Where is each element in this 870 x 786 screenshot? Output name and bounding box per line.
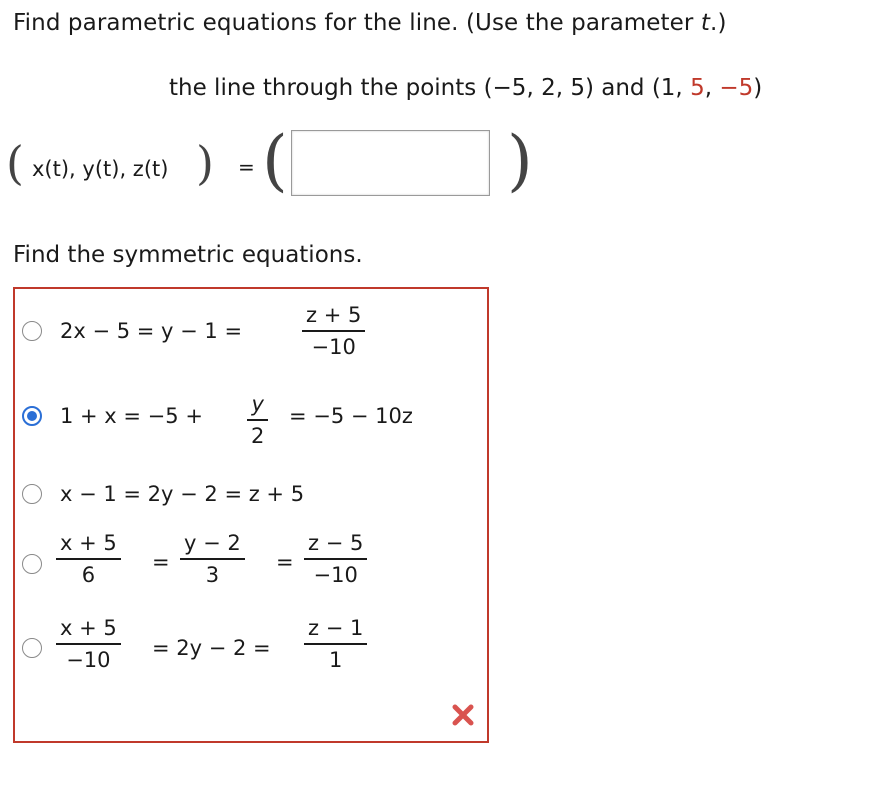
param-lhs: x(t), y(t), z(t) <box>32 157 169 181</box>
option-2-radio[interactable] <box>22 406 42 426</box>
answer-right-paren: ) <box>507 122 533 199</box>
option-4-fraction-x: x + 5 6 <box>56 531 121 587</box>
symmetric-heading: Find the symmetric equations. <box>13 242 363 268</box>
points-statement: the line through the points (−5, 2, 5) and (1, 5, −5) <box>169 75 763 101</box>
option-5-fraction-z: z − 1 1 <box>304 616 367 672</box>
option-3-radio[interactable] <box>22 484 42 504</box>
answer-choices-box <box>13 287 489 743</box>
option-4-equals-2: = <box>276 550 294 574</box>
equals-sign: = <box>238 155 255 179</box>
option-1-radio[interactable] <box>22 321 42 341</box>
option-1-fraction: z + 5 −10 <box>302 303 365 359</box>
left-paren: ( <box>6 136 24 190</box>
answer-left-paren: ( <box>262 122 288 199</box>
option-1-text: 2x − 5 = y − 1 = <box>60 319 243 343</box>
option-5-radio[interactable] <box>22 638 42 658</box>
option-4-equals-1: = <box>152 550 170 574</box>
option-2-text-left: 1 + x = −5 + <box>60 404 203 428</box>
option-4-radio[interactable] <box>22 554 42 574</box>
right-paren: ) <box>196 136 214 190</box>
option-4-fraction-z: z − 5 −10 <box>304 531 367 587</box>
option-2-text-right: = −5 − 10z <box>289 404 413 428</box>
option-4-fraction-y: y − 2 3 <box>180 531 245 587</box>
option-3-text: x − 1 = 2y − 2 = z + 5 <box>60 482 305 506</box>
question-title: Find parametric equations for the line. (Use the parameter t.) <box>13 10 727 36</box>
incorrect-x-icon <box>451 703 475 727</box>
option-2-fraction: y 2 <box>247 392 268 448</box>
parametric-answer-input[interactable] <box>291 130 490 196</box>
option-5-text-mid: = 2y − 2 = <box>152 636 271 660</box>
option-5-fraction-x: x + 5 −10 <box>56 616 121 672</box>
